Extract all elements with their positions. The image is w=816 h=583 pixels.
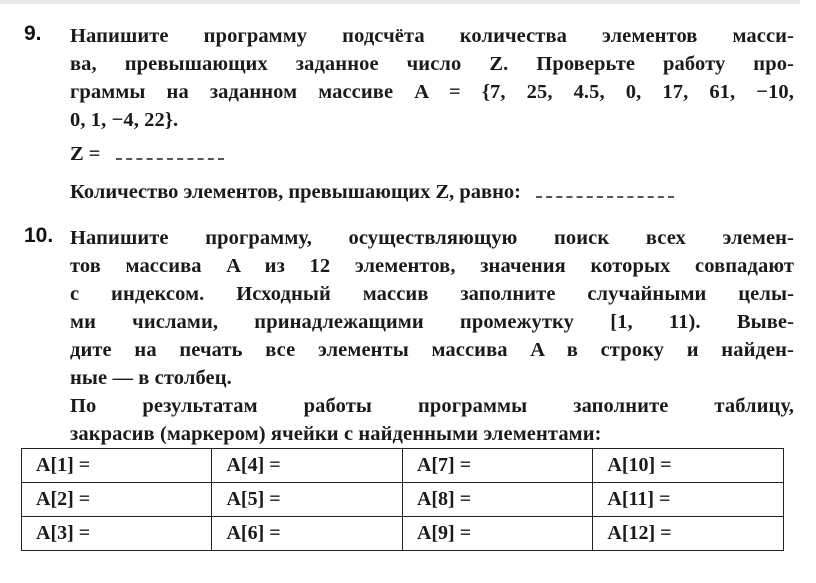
table-cell[interactable]: A[2] = [22,483,212,517]
task-9 [24,22,794,206]
z-answer-blank[interactable] [116,140,224,160]
task-9-line: 0, 1, −4, 22}. [70,109,179,131]
task-10-text [70,224,794,448]
task-9-text [70,22,794,134]
task-10-line: с индексом. Исходный массив заполните случайными целы- [70,283,794,305]
task-10-line: ми числами, принадлежащими промежутку [1, 11). Выве- [70,311,794,333]
task-9-line: ва, превышающих заданное число Z. Проверьте работу про- [70,53,794,75]
table-cell[interactable]: A[11] = [593,483,784,517]
table-row [22,449,784,483]
task-10-line: ные — в столбец. [70,367,232,389]
table-cell[interactable]: A[7] = [402,449,592,483]
task-10-line: тов массива A из 12 элементов, значения которых совпадают [70,255,794,277]
task-9-line: Напишите программу подсчёта количества элементов масси- [70,25,794,47]
task-10-line: Напишите программу, осуществляющую поиск всех элемен- [70,227,794,249]
table-cell[interactable]: A[3] = [22,517,212,551]
top-rule [0,0,800,4]
count-answer-blank[interactable] [536,178,674,198]
count-label: Количество элементов, превышающих Z, равно: [70,181,521,203]
task-10-line: дите на печать все элементы массива A в строку и найден- [70,339,794,361]
table-cell[interactable]: A[5] = [212,483,402,517]
table-row [22,483,784,517]
count-answer-row [70,178,794,206]
table-cell[interactable]: A[4] = [212,449,402,483]
table-cell[interactable]: A[1] = [22,449,212,483]
z-label: Z = [70,143,101,165]
task-9-line: граммы на заданном массиве A = {7, 25, 4.5, 0, 17, 61, −10, [70,81,794,103]
table-row [22,517,784,551]
table-cell[interactable]: A[8] = [402,483,592,517]
answer-table [21,448,784,551]
task-9-number: 9. [24,22,42,45]
z-answer-row [70,140,794,168]
table-cell[interactable]: A[6] = [212,517,402,551]
task-10-instruction: По результатам работы программы заполните таблицу, [70,395,794,417]
task-10 [24,224,794,448]
table-cell[interactable]: A[10] = [593,449,784,483]
task-10-instruction: закрасив (маркером) ячейки с найденными элементами: [70,423,602,445]
table-cell[interactable]: A[9] = [402,517,592,551]
task-10-number: 10. [24,224,54,247]
table-cell[interactable]: A[12] = [593,517,784,551]
